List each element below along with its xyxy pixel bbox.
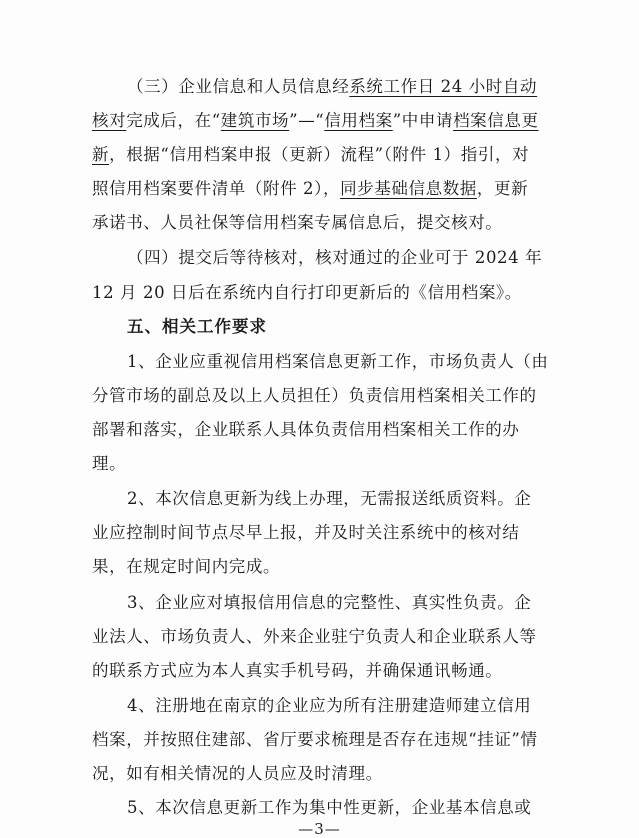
text-span: ”—“ <box>289 111 325 130</box>
text-line <box>92 215 502 232</box>
section-heading: 五、相关工作要求 <box>127 317 267 336</box>
text-span: 照信用档案要件清单（附件 2）， <box>92 179 341 198</box>
text-line: 果，在规定时间内完成。 <box>92 557 281 576</box>
text-line: （四）提交后等待核对，核对通过的企业可于 2024 年 <box>127 248 543 267</box>
text-line: 业法人、市场负责人、外来企业驻宁负责人和企业联系人等 <box>92 627 537 646</box>
text-line: 分管市场的副总及以上人员担任）负责信用档案相关工作的 <box>92 386 537 405</box>
text-span: 完成后，在“ <box>126 111 221 130</box>
underlined-text: 同步基础信息数据 <box>340 179 477 198</box>
text-line: 1、企业应重视信用档案信息更新工作，市场负责人（由 <box>127 352 549 371</box>
page-number: —3— <box>298 820 341 838</box>
text-span: 承诺书、人员社保等信用档案专属信息后，提交核对。 <box>92 213 503 232</box>
underlined-text: 建筑市场 <box>220 111 290 130</box>
text-span: ，更新 <box>476 179 529 198</box>
text-line <box>92 147 529 164</box>
text-span: ，根据“信用档案申报（更新）流程”（附件 1）指引，对 <box>109 145 530 164</box>
underlined-text: 信用档案 <box>324 111 393 130</box>
text-line <box>127 79 537 96</box>
text-line: 况，如有相关情况的人员应及时清理。 <box>92 764 383 783</box>
underlined-text: 核对 <box>92 111 127 130</box>
underlined-text: 新 <box>92 145 110 164</box>
underlined-text: 档案信息更 <box>453 111 539 130</box>
text-line: 理。 <box>92 454 127 473</box>
text-line <box>92 113 539 130</box>
text-line: 3、企业应对填报信用信息的完整性、真实性负责。企 <box>127 593 532 612</box>
text-span: （三）企业信息和人员信息经 <box>127 77 350 96</box>
underlined-text: 系统工作日 24 小时自动 <box>349 77 538 96</box>
text-line: 部署和落实，企业联系人具体负责信用档案相关工作的办 <box>92 420 520 439</box>
text-line: 档案，并按照住建部、省厅要求梳理是否存在违规“挂证”情 <box>92 730 538 749</box>
text-line: 4、注册地在南京的企业应为所有注册建造师建立信用 <box>127 696 532 715</box>
text-span: ”中申请 <box>392 111 454 130</box>
text-line: 5、本次信息更新工作为集中性更新，企业基本信息或 <box>127 798 532 817</box>
text-line: 的联系方式应为本人真实手机号码，并确保通讯畅通。 <box>92 661 503 680</box>
text-line: 业应控制时间节点尽早上报，并及时关注系统中的核对结 <box>92 523 520 542</box>
text-line <box>92 181 528 198</box>
text-line: 12 月 20 日后在系统内自行打印更新后的《信用档案》。 <box>92 283 522 302</box>
text-line: 2、本次信息更新为线上办理，无需报送纸质资料。企 <box>127 489 532 508</box>
